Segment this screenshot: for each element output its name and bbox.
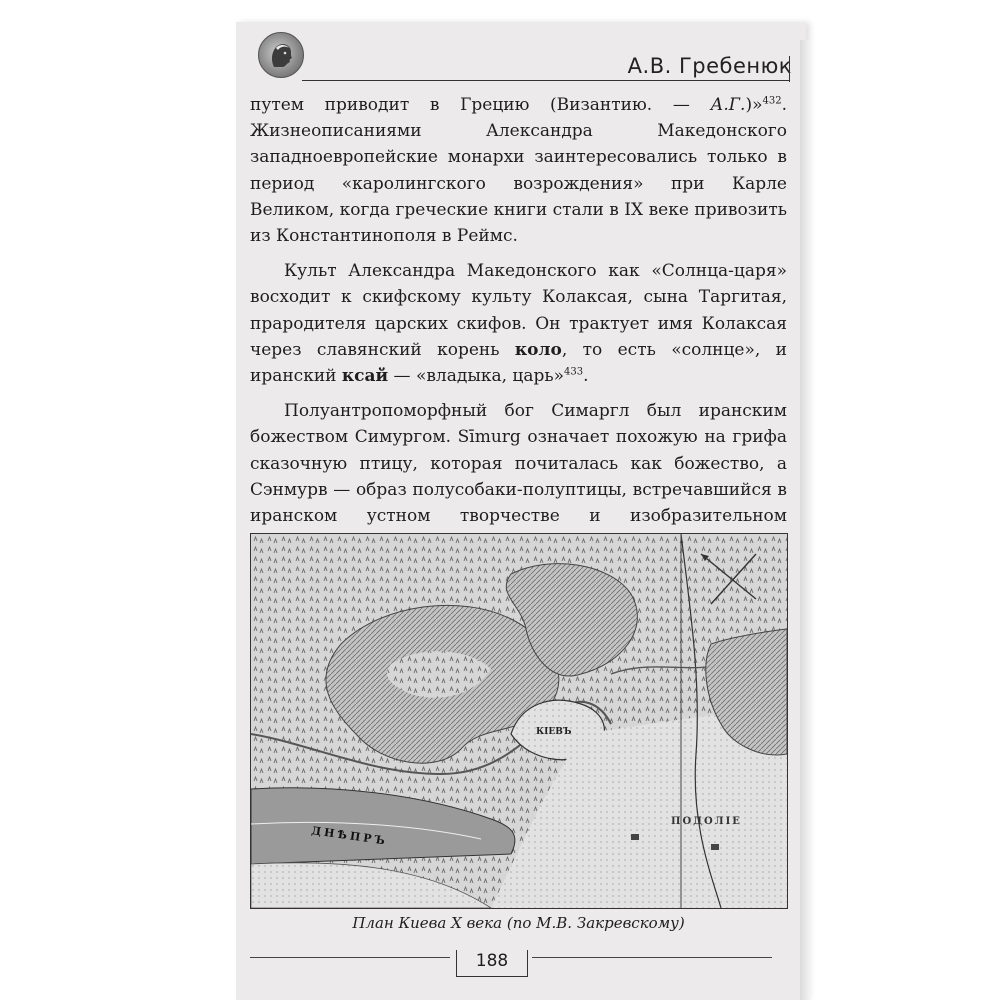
- text-run: )»: [745, 95, 763, 115]
- footer-rule: [250, 957, 450, 958]
- page-number: 188: [456, 950, 528, 977]
- footnote-ref: 433: [564, 366, 584, 378]
- text-run: путем приводит в Грецию (Византию. —: [250, 95, 711, 115]
- map-building-marker: [711, 844, 719, 850]
- map-label-dnieper: ДНѢПРЪ: [310, 824, 389, 848]
- paragraph-3: [250, 398, 787, 555]
- text-run: . Жизнеописаниями Александра Македонского западноевропейские монархи заинтересовались только в период «каролингского возрождения» при Карле Великом, когда греческие книги стали в IX веке привозить из Константинополя в Реймс.: [250, 95, 787, 247]
- text-run-bold: коло: [514, 339, 562, 360]
- text-run: Культ Александра Македонского как «Солнца-царя» восходит к скифскому культу Колаксая, сына Таргитая, прародителя царских скифов. Он трактует имя Колаксая через славянский корень: [250, 261, 787, 360]
- footer-rule: [532, 957, 772, 958]
- text-run: Полуантропоморфный бог Симаргл был иранским божеством Симургом. Sīmurg означает похожую на грифа сказочную птицу, которая почиталась как божество, а Сэнмурв — образ полусобаки-полуптицы, встречавшийся в иранском устном творчестве и изобразительном: [250, 401, 787, 527]
- running-header-author: А.В. Гребенюк: [627, 54, 792, 78]
- map-label-podol: ПОДОЛІЕ: [671, 816, 742, 827]
- text-run-italic: А.Г.: [710, 95, 746, 115]
- map-figure: [250, 533, 788, 909]
- text-run: — «владыка, царь»: [388, 366, 565, 387]
- coin-portrait-icon: [258, 32, 304, 78]
- header-rule: [302, 80, 790, 81]
- map-label-kiev: КІЕВЪ: [536, 727, 572, 737]
- footnote-ref: 432: [762, 95, 782, 107]
- text-run: .: [583, 366, 589, 387]
- map-building-marker: [631, 834, 639, 840]
- text-run-bold: ксай: [341, 366, 389, 387]
- page-edge: [800, 40, 810, 1000]
- header-rule-corner: [789, 56, 790, 82]
- paragraph-2: [250, 258, 787, 389]
- paragraph-1: [250, 92, 787, 249]
- figure-caption: План Киева X века (по М.В. Закревскому): [352, 914, 685, 932]
- text-run: , то есть «солнце», и иранский: [250, 339, 787, 387]
